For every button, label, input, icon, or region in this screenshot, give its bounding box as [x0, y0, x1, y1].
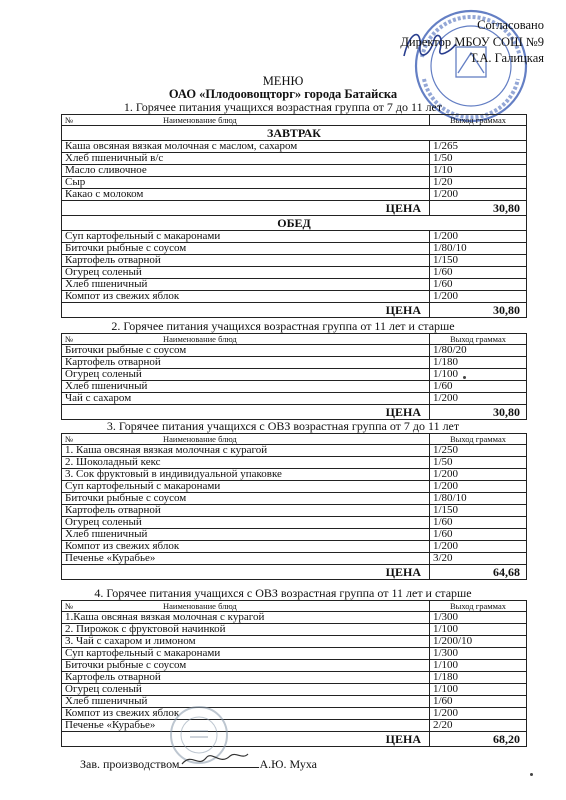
dish-yield: 1/50: [430, 153, 527, 165]
footer-label: Зав. производством: [80, 757, 180, 771]
dish-yield: 1/200: [430, 541, 527, 553]
table-header: [62, 334, 527, 345]
dish-name: Хлеб пшеничный: [62, 529, 430, 541]
section-3-table: [61, 433, 527, 580]
dish-yield: 1/180: [430, 357, 527, 369]
dish-yield: 1/60: [430, 529, 527, 541]
section-1-table: [61, 114, 527, 318]
price-label: ЦЕНА: [62, 201, 430, 216]
footer-name: А.Ю. Муха: [259, 757, 317, 771]
price-label: ЦЕНА: [62, 303, 430, 318]
dish-yield: 1/150: [430, 505, 527, 517]
section-2-heading: 2. Горячее питания учащихся возрастная группа от 11 лет и старше: [111, 319, 455, 333]
dish-yield: 1/200/10: [430, 636, 527, 648]
dish-name: Хлеб пшеничный в/с: [62, 153, 430, 165]
table-header: [62, 434, 527, 445]
table-row: [62, 279, 527, 291]
dish-name: Каша овсяная вязкая молочная с маслом, сахаром: [62, 141, 430, 153]
approval-position: Директор МБОУ СОШ №9: [400, 34, 544, 49]
table-row: [62, 696, 527, 708]
price-value: 68,20: [430, 732, 527, 747]
table-row: [62, 153, 527, 165]
signature-blank: [179, 758, 259, 768]
dish-name: Картофель отварной: [62, 357, 430, 369]
header-yield: Выход граммах: [430, 334, 527, 345]
price-row: [62, 732, 527, 747]
approval-name: Т.А. Галицкая: [469, 51, 544, 65]
dish-name: Суп картофельный с макаронами: [62, 481, 430, 493]
table-row: [62, 445, 527, 457]
dish-name: Огурец соленый: [62, 684, 430, 696]
footer-signature-line: [80, 757, 317, 772]
table-row: [62, 345, 527, 357]
section-3-heading: 3. Горячее питания учащихся с ОВЗ возрастная группа от 7 до 11 лет: [106, 419, 460, 433]
dish-yield: 1/60: [430, 696, 527, 708]
section-3-rows: [62, 445, 527, 565]
dish-name: Картофель отварной: [62, 672, 430, 684]
dish-name: Компот из свежих яблок: [62, 541, 430, 553]
price-label: ЦЕНА: [62, 565, 430, 580]
table-row: [62, 291, 527, 303]
table-row: [62, 541, 527, 553]
breakfast-rows: [62, 141, 527, 201]
dish-yield: 1/80/10: [430, 493, 527, 505]
table-row: [62, 369, 527, 381]
dish-yield: 1/150: [430, 255, 527, 267]
dish-yield: 1/200: [430, 481, 527, 493]
dish-name: Биточки рыбные с соусом: [62, 243, 430, 255]
dish-yield: 1/200: [430, 189, 527, 201]
header-name: Наименование блюд: [163, 333, 237, 344]
table-row: [62, 720, 527, 732]
dish-yield: 1/80/10: [430, 243, 527, 255]
dish-yield: 1/60: [430, 517, 527, 529]
price-value: 30,80: [430, 405, 527, 420]
dish-yield: 1/300: [430, 612, 527, 624]
table-row: [62, 177, 527, 189]
dish-name: Огурец соленый: [62, 369, 430, 381]
table-row: [62, 267, 527, 279]
dish-yield: 1/200: [430, 708, 527, 720]
approval-title: Согласовано: [477, 18, 544, 32]
dish-name: Чай с сахаром: [62, 393, 430, 405]
table-row: [62, 636, 527, 648]
dish-name: Биточки рыбные с соусом: [62, 493, 430, 505]
dish-yield: 1/265: [430, 141, 527, 153]
page-title: МЕНЮ: [262, 74, 304, 88]
dish-name: 2. Пирожок с фруктовой начинкой: [62, 624, 430, 636]
table-row: [62, 243, 527, 255]
dish-name: 1.Каша овсяная вязкая молочная с курагой: [62, 612, 430, 624]
table-row: [62, 231, 527, 243]
table-row: [62, 481, 527, 493]
table-row: [62, 612, 527, 624]
dish-yield: 1/60: [430, 267, 527, 279]
dish-yield: 3/20: [430, 553, 527, 565]
dish-yield: 1/20: [430, 177, 527, 189]
table-header: [62, 601, 527, 612]
table-row: [62, 357, 527, 369]
dish-yield: 1/10: [430, 165, 527, 177]
dish-yield: 1/80/20: [430, 345, 527, 357]
section-2-table: [61, 333, 527, 420]
table-row: [62, 393, 527, 405]
dish-name: Печенье «Курабье»: [62, 553, 430, 565]
ink-dot: [530, 773, 533, 776]
dish-yield: 1/250: [430, 445, 527, 457]
price-value: 64,68: [430, 565, 527, 580]
table-row: [62, 672, 527, 684]
dish-name: Огурец соленый: [62, 517, 430, 529]
dish-name: Огурец соленый: [62, 267, 430, 279]
dish-name: Компот из свежих яблок: [62, 291, 430, 303]
dish-yield: 1/180: [430, 672, 527, 684]
dish-name: Компот из свежих яблок: [62, 708, 430, 720]
dish-name: Хлеб пшеничный: [62, 696, 430, 708]
table-row: [62, 660, 527, 672]
dish-name: Какао с молоком: [62, 189, 430, 201]
price-row: [62, 565, 527, 580]
page-subtitle: ОАО «Плодоовощторг» города Батайска: [168, 87, 398, 101]
dish-yield: 1/100: [430, 684, 527, 696]
table-row: [62, 141, 527, 153]
dish-name: Картофель отварной: [62, 255, 430, 267]
dish-yield: 1/60: [430, 381, 527, 393]
dish-name: 3. Чай с сахаром и лимоном: [62, 636, 430, 648]
header-yield: Выход граммах: [430, 601, 527, 612]
table-row: [62, 469, 527, 481]
table-row: [62, 189, 527, 201]
dish-name: Картофель отварной: [62, 505, 430, 517]
meal-band: [62, 126, 527, 141]
header-name: Наименование блюд: [163, 433, 237, 444]
lunch-band: ОБЕД: [62, 216, 527, 231]
dish-yield: 1/50: [430, 457, 527, 469]
dish-yield: 1/60: [430, 279, 527, 291]
price-value: 30,80: [430, 303, 527, 318]
section-4-heading: 4. Горячее питания учащихся с ОВЗ возрастная группа от 11 лет и старше: [94, 586, 472, 600]
dish-name: Печенье «Курабье»: [62, 720, 430, 732]
table-row: [62, 165, 527, 177]
section-1-heading: 1. Горячее питания учащихся возрастная группа от 7 до 11 лет: [123, 100, 443, 114]
header-num: №: [65, 433, 74, 444]
dish-yield: 1/200: [430, 231, 527, 243]
table-row: [62, 684, 527, 696]
dish-name: Хлеб пшеничный: [62, 381, 430, 393]
table-row: [62, 708, 527, 720]
lunch-rows: [62, 231, 527, 303]
table-row: [62, 493, 527, 505]
dish-yield: 1/100: [430, 369, 527, 381]
table-row: [62, 517, 527, 529]
dish-name: Суп картофельный с макаронами: [62, 648, 430, 660]
dish-name: Масло сливочное: [62, 165, 430, 177]
dish-yield: 1/100: [430, 660, 527, 672]
price-row: [62, 405, 527, 420]
price-label: ЦЕНА: [62, 405, 430, 420]
dish-name: 1. Каша овсяная вязкая молочная с курагой: [62, 445, 430, 457]
dish-yield: 2/20: [430, 720, 527, 732]
dish-name: 3. Сок фруктовый в индивидуальной упаковке: [62, 469, 430, 481]
table-row: [62, 648, 527, 660]
price-value: 30,80: [430, 201, 527, 216]
dish-yield: 1/300: [430, 648, 527, 660]
dish-name: Биточки рыбные с соусом: [62, 345, 430, 357]
meal-band: [62, 216, 527, 231]
table-row: [62, 255, 527, 267]
dish-yield: 1/200: [430, 469, 527, 481]
table-row: [62, 553, 527, 565]
price-row: [62, 303, 527, 318]
table-row: [62, 624, 527, 636]
dish-name: 2. Шоколадный кекс: [62, 457, 430, 469]
dish-name: Хлеб пшеничный: [62, 279, 430, 291]
ink-dot: [463, 376, 466, 379]
dish-yield: 1/200: [430, 291, 527, 303]
dish-name: Биточки рыбные с соусом: [62, 660, 430, 672]
price-row: [62, 201, 527, 216]
section-4-rows: [62, 612, 527, 732]
breakfast-band: ЗАВТРАК: [62, 126, 527, 141]
header-name: Наименование блюд: [163, 114, 237, 125]
table-row: [62, 381, 527, 393]
header-yield: Выход граммах: [430, 434, 527, 445]
dish-name: Сыр: [62, 177, 430, 189]
dish-yield: 1/100: [430, 624, 527, 636]
header-num: №: [65, 333, 74, 344]
header-num: №: [65, 600, 74, 611]
section-4-table: [61, 600, 527, 747]
header-yield: Выход граммах: [430, 115, 527, 126]
table-header: [62, 115, 527, 126]
price-label: ЦЕНА: [62, 732, 430, 747]
table-row: [62, 505, 527, 517]
dish-name: Суп картофельный с макаронами: [62, 231, 430, 243]
table-row: [62, 457, 527, 469]
section-2-rows: [62, 345, 527, 405]
approval-block: [400, 17, 544, 67]
header-name: Наименование блюд: [163, 600, 237, 611]
table-row: [62, 529, 527, 541]
dish-yield: 1/200: [430, 393, 527, 405]
header-num: №: [65, 114, 74, 125]
